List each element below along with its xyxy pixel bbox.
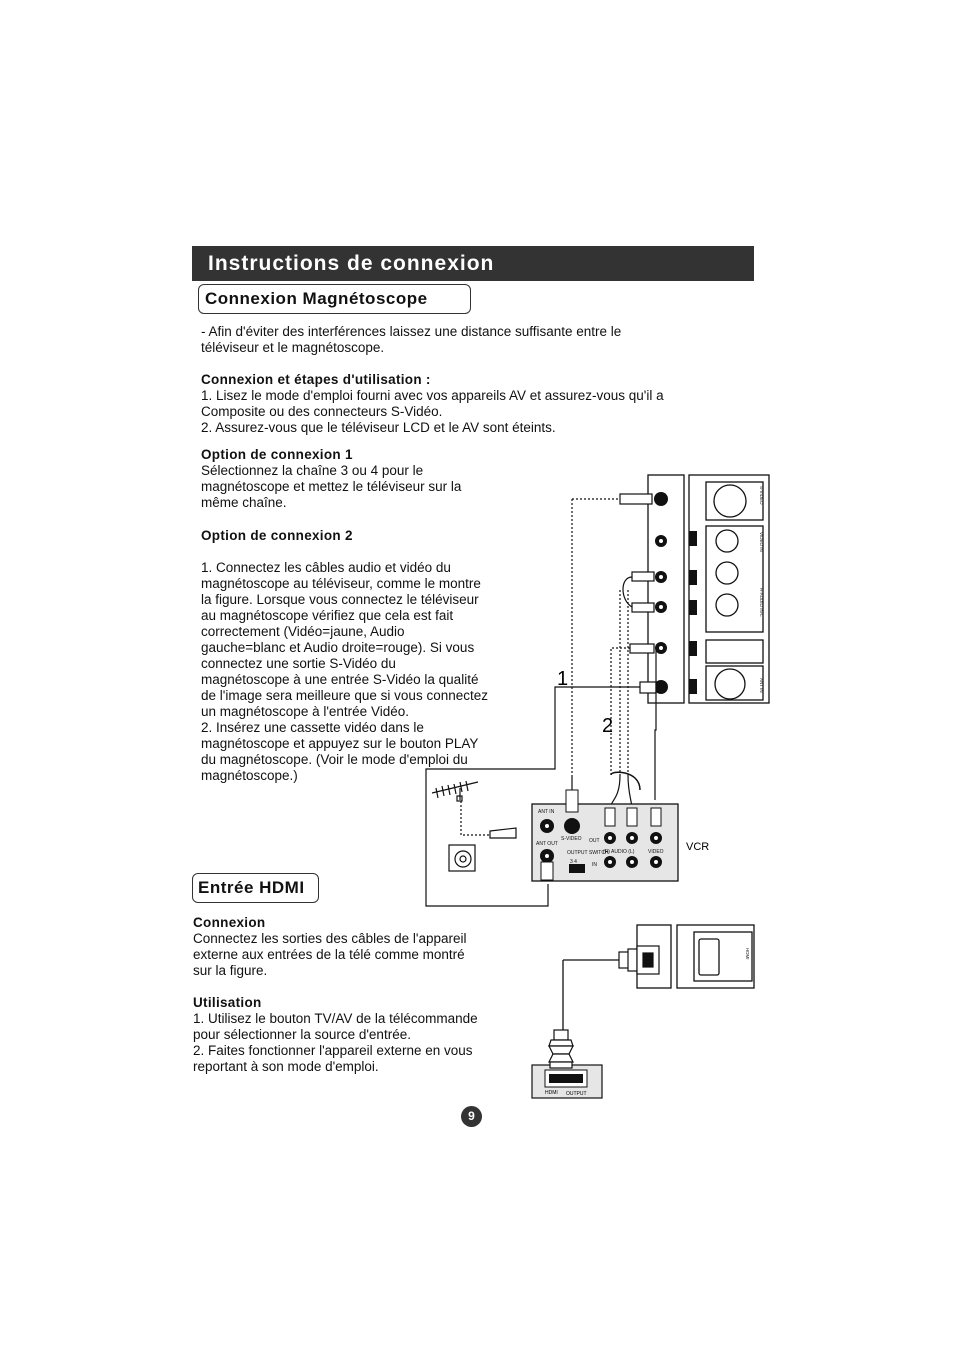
video-plug [630, 644, 654, 653]
source-hdmi-label: HDMI [545, 1090, 558, 1096]
tv-audio-l-port [716, 562, 738, 584]
tv-svideo-label: S-VIDEO [759, 486, 764, 505]
vcr-steps-text: 1. Lisez le mode d'emploi fourni avec vos appareils AV et assurez-vous qu'il a Composite ou des connecteurs S-Vidéo. 2. Assurez-vous que le téléviseur LCD et le AV sont éteints. [201, 388, 664, 435]
vcr-intro: - Afin d'éviter des interférences laissez une distance suffisante entre le téléviseur et le magnétoscope. [201, 324, 622, 355]
vcr-ant-out-label: ANT OUT [536, 841, 558, 847]
vcr-option2-title: Option de connexion 2 [201, 528, 353, 543]
hdmi-connexion-title: Connexion [193, 915, 266, 930]
source-output-label: OUTPUT [566, 1091, 587, 1097]
page-title: Instructions de connexion [192, 246, 754, 281]
side-tab-4 [689, 641, 697, 656]
connection-label-1: 1 [557, 668, 569, 690]
vcr-out-label: OUT [589, 838, 600, 844]
tv-video-port [716, 530, 738, 552]
tv-video-in-label: VIDEO IN [759, 532, 764, 552]
vcr-in-label: IN [592, 862, 597, 868]
page-number: 9 [461, 1106, 482, 1127]
hdmi-connexion-text: Connectez les sorties des câbles de l'appareil externe aux entrées de la télé comme montré sur la figure. [193, 931, 467, 978]
side-tab-1 [689, 531, 697, 546]
audio-plug-bottom [632, 603, 654, 612]
vcr-option1-title: Option de connexion 1 [201, 447, 353, 462]
vcr-svideo-label: S-VIDEO [561, 836, 582, 842]
tv-audio-label: R-AUDIO IN-L [759, 588, 764, 617]
vcr-output-switch-label: OUTPUT SWITCH [567, 850, 609, 856]
vcr-label: VCR [686, 841, 710, 853]
vcr-audio-label: (R) AUDIO (L) [603, 849, 635, 855]
hdmi-section-heading: Entrée HDMI [192, 873, 319, 903]
side-tab-2 [689, 570, 697, 585]
hdmi-usage-text: 1. Utilisez le bouton TV/AV de la télécommande pour sélectionner la source d'entrée. 2. Faites fonctionner l'appareil externe en vous reportant à son mode d'emploi. [193, 1011, 478, 1074]
tv-jack-panel [648, 475, 684, 703]
ant-plug [640, 682, 656, 693]
audio-plug-top [632, 572, 654, 581]
hdmi-plug-tv [619, 946, 659, 974]
tv-hdmi-port [699, 939, 719, 975]
connection-label-2: 2 [602, 715, 614, 737]
svideo-plug [620, 494, 652, 504]
vcr-option2-text: 1. Connectez les câbles audio et vidéo du magnétoscope au téléviseur, comme le montre la figure. Lorsque vous connectez le téléviseur au magnétoscope vérifiez que cela est fait correctement (Vidéo=jaune, Audio gauche=blanc et Audio droite=rouge). Si vous connectez une sortie S-Vidéo du magnétoscope à une entrée S-Vidéo la qualité de l'image sera meilleure que si vous connectez un magnétoscope à l'entrée Vidéo. 2. Insérez une cassette vidéo dans le magnétoscope et appuyez sur le bouton PLAY du magnétoscope. (Voir le mode d'emploi du magnétoscope.) [201, 560, 488, 783]
vcr-video-label: VIDEO [648, 849, 664, 855]
antenna-icon [432, 781, 516, 871]
tv-ant-port [715, 669, 745, 699]
tv-hdmi-label: HDMI [745, 948, 750, 960]
tv-audio-r-port [716, 594, 738, 616]
tv-svideo-port [714, 485, 746, 517]
side-tab-5 [689, 679, 697, 694]
hdmi-usage-title: Utilisation [193, 995, 262, 1010]
tv-hdmi-box [677, 925, 754, 988]
tv-ant-small-box [706, 640, 763, 663]
tv-ant-in-label: ANT IN [759, 678, 764, 693]
vcr-switch-values: 3 4 [570, 859, 577, 865]
panel-svideo-jack [654, 492, 668, 506]
vcr-ant-in-label: ANT IN [538, 809, 555, 815]
side-tab-3 [689, 600, 697, 615]
vcr-section-heading: Connexion Magnétoscope [198, 284, 471, 314]
hdmi-plug-source [549, 1030, 573, 1068]
tv-av-box [706, 526, 763, 632]
vcr-steps-title: Connexion et étapes d'utilisation : [201, 372, 431, 387]
vcr-option1-text: Sélectionnez la chaîne 3 ou 4 pour le magnétoscope et mettez le téléviseur sur la même chaîne. [201, 463, 462, 510]
